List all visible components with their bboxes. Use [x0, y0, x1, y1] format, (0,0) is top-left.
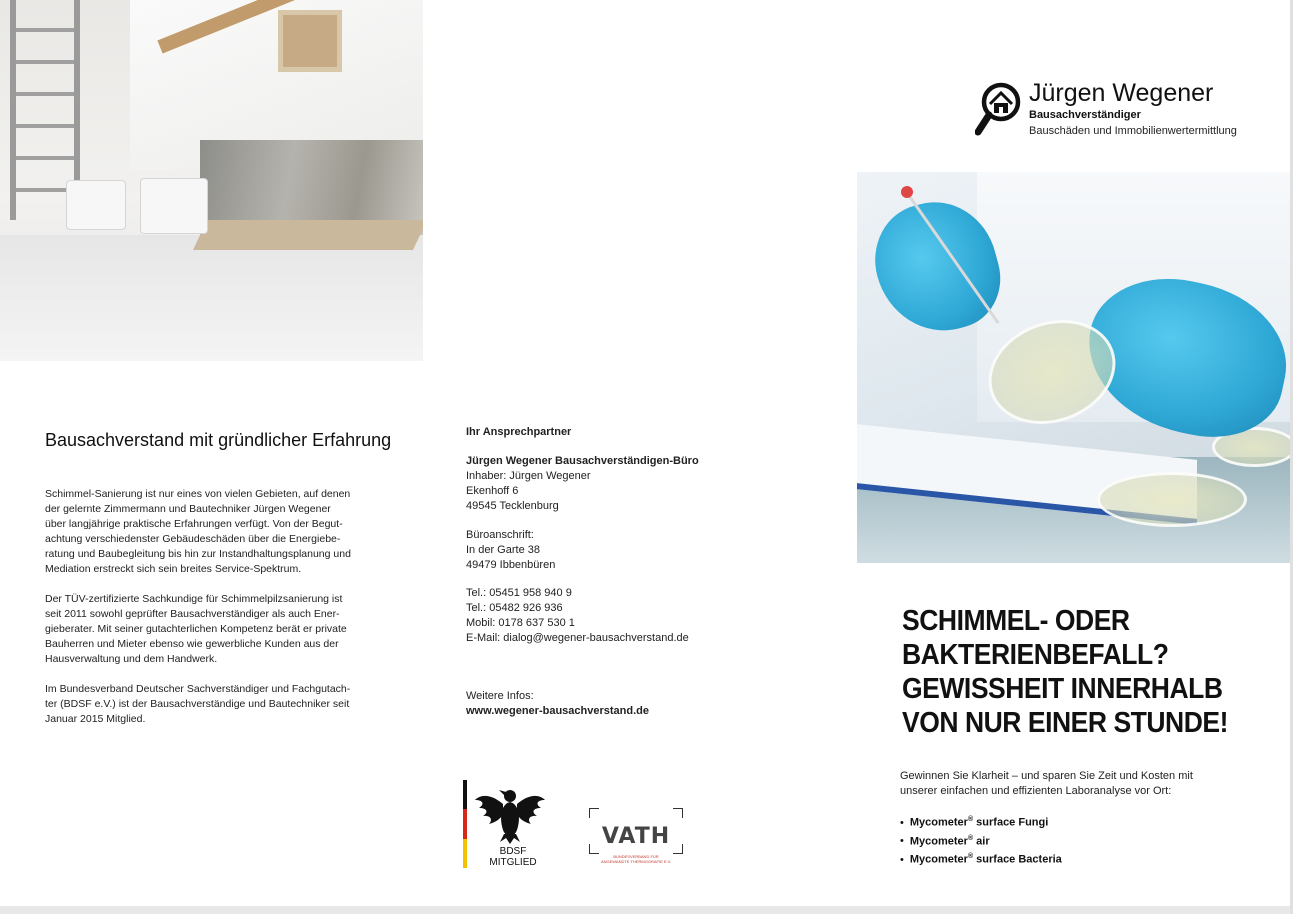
phone-2[interactable]: Tel.: 05482 926 936: [466, 602, 563, 614]
vath-sub-line: ANGEWANDTE THERMOGRAFIE E.V.: [600, 859, 672, 864]
paint-bucket: [140, 178, 208, 234]
paint-tray: [193, 220, 423, 250]
text-line: der gelernte Zimmermann und Bautechniker Jürgen Wegener: [45, 503, 331, 515]
product-variant: surface Bacteria: [973, 853, 1062, 866]
list-item: [900, 831, 1062, 850]
office-block: [466, 528, 555, 573]
vath-sub-line: BUNDESVERBAND FÜR: [613, 854, 659, 859]
product-list: [900, 812, 1062, 868]
text-line: Gewinnen Sie Klarheit – und sparen Sie Zeit und Kosten mit: [900, 770, 1193, 782]
mobile-phone[interactable]: Mobil: 0178 637 530 1: [466, 617, 575, 629]
registered-mark: ®: [967, 834, 974, 842]
text-line: ratung und Baubegleitung bis hin zur Instandhaltungsplanung und: [45, 548, 351, 560]
section-heading: Bausachverstand mit gründlicher Erfahrung: [45, 430, 392, 450]
product-name: Mycometer: [909, 816, 968, 829]
door: [278, 10, 342, 72]
paragraph: [45, 592, 385, 667]
petri-dish: [1097, 472, 1247, 527]
text-line: seit 2011 sowohl geprüfter Bausachverständiger als auch Ener-: [45, 608, 340, 620]
brand-subtitle: Bausachverständiger: [1029, 109, 1141, 121]
address-block: [466, 454, 699, 514]
office-city: 49479 Ibbenbüren: [466, 559, 556, 571]
website-link[interactable]: www.wegener-bausachverstand.de: [466, 705, 649, 717]
frame-corner: [589, 808, 599, 818]
text-line: achtung verschiedenster Gebäudeschäden über die Energiebe-: [45, 533, 341, 545]
more-info-label: Weitere Infos:: [466, 690, 534, 702]
product-variant: air: [973, 835, 990, 848]
paint-bucket: [66, 180, 126, 230]
headline-line: BAKTERIENBEFALL?: [902, 639, 1169, 671]
brand-tagline: Bauschäden und Immobilienwertermittlung: [1029, 125, 1237, 137]
bdsf-name: BDSF: [499, 846, 527, 857]
renovation-photo: [0, 0, 423, 361]
brand-name: Jürgen Wegener: [1029, 79, 1214, 107]
vath-logo: [589, 808, 683, 864]
owner: Inhaber: Jürgen Wegener: [466, 470, 591, 482]
text-line: Im Bundesverband Deutscher Sachverständiger und Fachgutach-: [45, 683, 351, 695]
product-name: Mycometer: [909, 835, 968, 848]
swab-tip: [901, 186, 913, 198]
city: 49545 Tecklenburg: [466, 500, 559, 512]
floor: [0, 235, 423, 361]
text-line: über langjährige praktische Erfahrungen verfügt. Von der Begut-: [45, 518, 343, 530]
text-line: Hausverwaltung und dem Handwerk.: [45, 653, 218, 665]
vath-name: VATH: [601, 824, 671, 849]
product-variant: surface Fungi: [973, 816, 1049, 829]
text-line: Januar 2015 Mitglied.: [45, 713, 146, 725]
text-line: Bauherren und Mieter ebenso wie gewerbliche Kunden aus der: [45, 638, 339, 650]
main-headline: [902, 604, 1255, 740]
bdsf-logo: [463, 780, 553, 870]
website-block: [466, 689, 649, 719]
text-line: Schimmel-Sanierung ist nur eines von vielen Gebieten, auf denen: [45, 488, 351, 500]
office-street: In der Garte 38: [466, 544, 540, 556]
text-line: Der TÜV-zertifizierte Sachkundige für Schimmelpilzsanierung ist: [45, 593, 343, 605]
text-line: unserer einfachen und effizienten Laboranalyse vor Ort:: [900, 785, 1172, 797]
house-magnifier-icon: [975, 82, 1023, 136]
middle-panel: [431, 0, 856, 914]
paragraph: [45, 682, 385, 727]
lab-photo: [857, 172, 1293, 563]
company-name: Jürgen Wegener Bausachverständigen-Büro: [466, 455, 699, 467]
eagle-icon: [463, 780, 553, 848]
text-line: Mediation erstreckt sich sein breites Service-Spektrum.: [45, 563, 302, 575]
frame-corner: [673, 808, 683, 818]
headline-line: VON NUR EINER STUNDE!: [902, 707, 1228, 739]
product-name: Mycometer: [909, 853, 968, 866]
text-line: ter (BDSF e.V.) ist der Bausachverständige und Bautechniker seit: [45, 698, 350, 710]
phone-block: [466, 586, 689, 646]
list-item: [900, 849, 1062, 868]
email-link[interactable]: E-Mail: dialog@wegener-bausachverstand.de: [466, 632, 689, 644]
bdsf-label: [483, 846, 543, 868]
page-edge: [0, 906, 1293, 914]
headline-line: GEWISSHEIT INNERHALB: [902, 673, 1223, 705]
office-label: Büroanschrift:: [466, 529, 534, 541]
contact-title: Ihr Ansprechpartner: [466, 426, 572, 438]
registered-mark: ®: [967, 853, 974, 861]
text-line: gieberater. Mit seiner gutachterlichen Kompetenz berät er private: [45, 623, 347, 635]
headline-line: SCHIMMEL- ODER: [902, 605, 1130, 637]
list-item: [900, 812, 1062, 831]
bdsf-member: MITGLIED: [489, 857, 537, 868]
street: Ekenhoff 6: [466, 485, 519, 497]
brand-logo: [975, 78, 1275, 142]
vath-subtitle: [589, 854, 683, 864]
left-panel: [0, 0, 431, 914]
contact-block: [466, 425, 571, 440]
phone-1[interactable]: Tel.: 05451 958 940 9: [466, 587, 572, 599]
registered-mark: ®: [967, 816, 974, 823]
paragraph: [45, 487, 385, 577]
intro-text: [900, 769, 1230, 799]
about-text: [45, 487, 385, 742]
